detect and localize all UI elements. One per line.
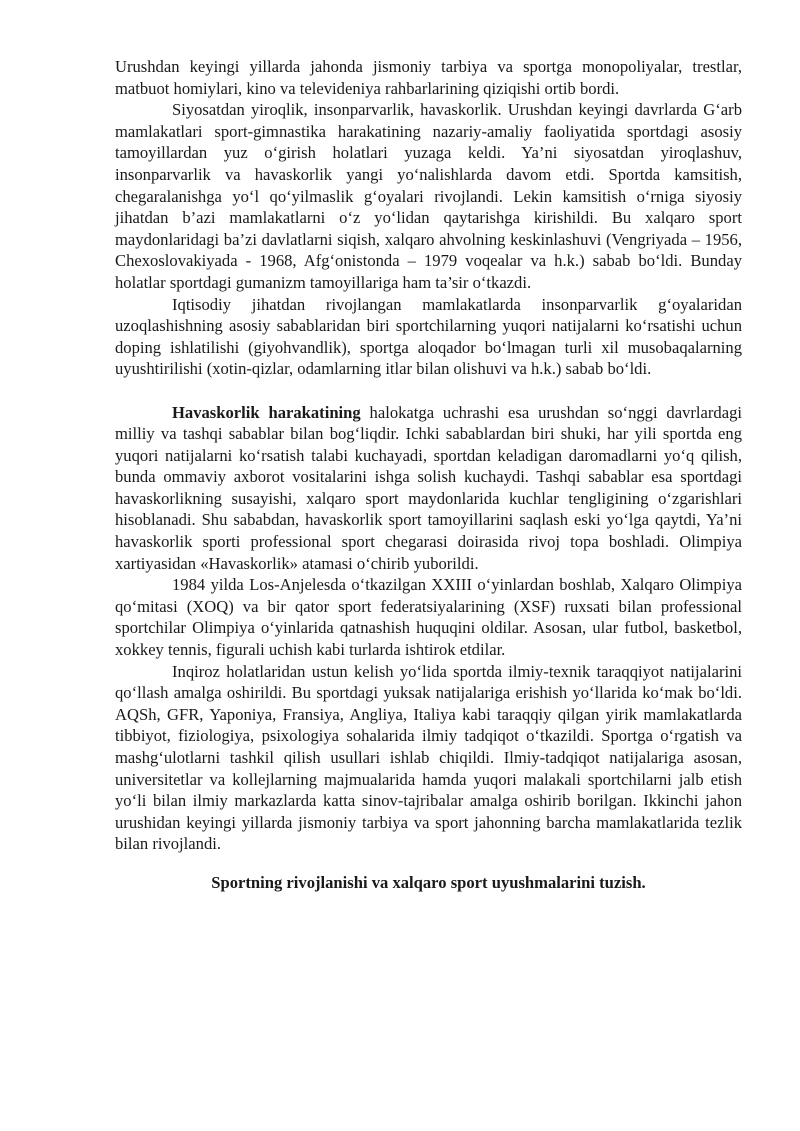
- paragraph-lead-bold: Havaskorlik harakatining: [172, 402, 361, 422]
- section-heading: Sportning rivojlanishi va xalqaro sport uyushmalarini tuzish.: [211, 872, 646, 892]
- paragraph-scientific-progress: Inqiroz holatlaridan ustun kelish yo‘lida sportda ilmiy-texnik taraqqiyot natijalarini qo‘llash amalga oshirildi. Bu sportdagi yuksak natijalariga erishish yo‘llarida ko‘mak bo‘ldi. AQSh, GFR, Yaponiya, Fransiya, Angliya, Italiya kabi taraqqiy qilgan yirik mamlakatlarda tibbiyot, fiziologiya, psixologiya sohalarida ilmiy tadqiqot o‘tkazildi. Sportga o‘rgatish va mashg‘ulotlarni tashkil qilish usullari ishlab chiqildi. Ilmiy-tadqiqot natijalariga asosan, universitetlar va kollejlarning majmualarida hamda yuqori malakali sportchilarni jalb etish yo‘li bilan ilmiy markazlarda katta sinov-tajribalar amalga oshirib borilgan. Ikkinchi jahon urushidan keyingi yillarda jismoniy tarbiya va sport jahonning barcha mamlakatlarida tezlik bilan rivojlandi.: [115, 661, 742, 854]
- paragraph-amateurism-text: halokatga uchrashi esa urushdan so‘nggi davrlardagi milliy va tashqi sabablar bilan bog‘liqdir. Ichki sabablardan biri shuki, har yili sportda eng yuqori natijalarni ko‘rsatish talabi kuchayadi, sportdan keladigan daromadlarni yo‘q qilish, bunda ommaviy axborot vositalarini ishga solish kuchaydi. Tashqi sabablar esa sportdagi havaskorlikning susayishi, xalqaro sport maydonlarida kuchlar tengligining o‘zgarishlari hisoblanadi. Shu sababdan, havaskorlik sport tamoyillarini saqlash eski yo‘lga qaytdi, Ya’ni havaskorlik sporti professional sport chegarasi doirasida rivoj topa boshladi. Olimpiya xartiyasidan «Havaskorlik» atamasi o‘chirib yuborildi.: [115, 402, 742, 573]
- paragraph-spacer: [115, 380, 742, 402]
- paragraph-postwar-interest: Urushdan keyingi yillarda jahonda jismoniy tarbiya va sportga monopoliyalar, trestlar, matbuot homiylari, kino va televideniya rahbarlarining qiziqishi ortib bordi.: [115, 57, 742, 98]
- document-page: [115, 56, 742, 894]
- paragraph-economic-causes: Iqtisodiy jihatdan rivojlangan mamlakatlarda insonparvarlik g‘oyalaridan uzoqlashishning asosiy sabablaridan biri sportchilarning yuqori natijalarni ko‘rsatishi uchun doping ishlatilishi (giyohvandlik), sportga aloqador bo‘lmagan turli xil musobaqalarning uyushtirilishi (xotin-qizlar, odamlarning itlar bilan olishuvi va h.k.) sabab bo‘ldi.: [115, 294, 742, 379]
- paragraph-1984-olympics: 1984 yilda Los-Anjelesda o‘tkazilgan XXIII o‘yinlardan boshlab, Xalqaro Olimpiya qo‘mitasi (XOQ) va bir qator sport federatsiyalarining (XSF) ruxsati bilan professional sportchilar Olimpiya o‘yinlarida qatnashish huquqini oldilar. Asosan, ular futbol, basketbol, xokkey tennis, figurali uchish kabi turlarda ishtirok etdilar.: [115, 575, 742, 660]
- paragraph-principles: Siyosatdan yiroqlik, insonparvarlik, havaskorlik. Urushdan keyingi davrlarda G‘arb mamlakatlari sport-gimnastika harakatining nazariy-amaliy faoliyatida sportdagi asosiy tamoyillardan yuz o‘girish holatlari yuzaga keldi. Ya’ni siyosatdan yiroqlashuv, insonparvarlik va havaskorlik yangi yo‘nalishlarda davom etdi. Sportda kamsitish, chegaralanishga yo‘l qo‘yilmaslik g‘oyalari rivojlandi. Lekin kamsitish o‘rniga siyosiy jihatdan b’azi mamlakatlarni o‘z yo‘lidan qaytarishga kirishildi. Bu xalqaro sport maydonlaridagi ba’zi davlatlarni siqish, xalqaro ahvolning keskinlashuvi (Vengriyada – 1956, Chexoslovakiyada - 1968, Afg‘onistonda – 1979 voqealar va h.k.) sabab bo‘ldi. Bunday holatlar sportdagi gumanizm tamoyillariga ham ta’sir o‘tkazdi.: [115, 100, 742, 292]
- paragraph-amateurism: [115, 402, 742, 575]
